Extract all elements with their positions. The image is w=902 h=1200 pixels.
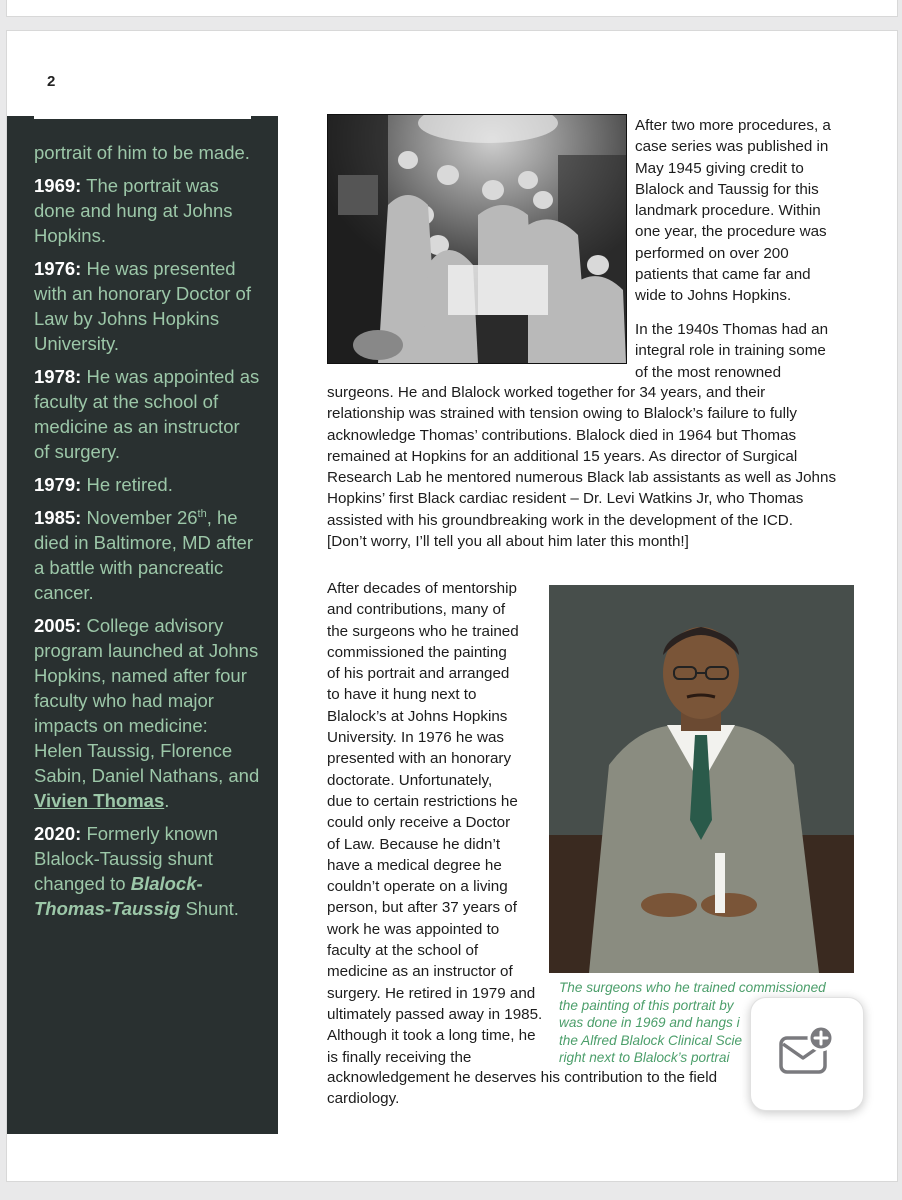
sidebar-divider — [34, 116, 251, 119]
timeline-year: 1985: — [34, 507, 82, 528]
timeline-year: 2020: — [34, 823, 82, 844]
timeline-entry: 1969: The portrait was done and hung at Johns Hopkins. — [34, 175, 233, 246]
mail-add-icon — [777, 1024, 837, 1084]
paragraph-portrait-end: acknowledgement he deserves his contribution to the field cardiology. — [327, 1069, 718, 1108]
timeline-entry: 2005: College advisory program launched at Johns Hopkins, named after four faculty who had major impacts on medicine: Helen Taussig, Florence Sabin, Daniel Nathans, and Vivien Thomas. — [34, 615, 260, 811]
add-to-mail-button[interactable] — [750, 997, 864, 1111]
paragraph-portrait: After decades of mentorship and contributions, many of the surgeons who he trained commissioned the painting of his portrait and arranged to have it hung next to Blalock’s at Johns Hopkins University. In 1976 he was presented with an honorary doctorate. Unfortunately, due to certain restrictions he could only receive a Doctor of Law. Because he didn’t have a medical degree he couldn’t operate on a living person, but after 37 years of work he was appointed to faculty at the school of medicine as an instructor of surgery. He retired in 1979 and ultimately passed away in 1985. Although it took a long time, he is finally receiving the — [327, 580, 543, 1066]
timeline-entry: 2020: Formerly known Blalock-Taussig shunt changed to Blalock-Thomas-Taussig Shunt. — [34, 823, 239, 919]
timeline-sidebar — [7, 116, 278, 1134]
timeline-entry: 1976: He was presented with an honorary Doctor of Law by Johns Hopkins University. — [34, 258, 251, 354]
paragraph-training: surgeons. He and Blalock worked together for 34 years, and their relationship was strained with tension owing to Blalock’s failure to fully acknowledge Thomas’ contributions. Blalock died in 1964 but Thomas remained at Hopkins for an additional 15 years. As director of Surgical Research Lab he mentored numerous Black lab assistants as well as Johns Hopkins’ first Black cardiac resident – Dr. Levi Watkins Jr, who Thomas assisted with his groundbreaking work in the development of the ICD. [Don’t worry, I’ll tell you all about him later this month!] — [327, 384, 837, 551]
timeline-entry: 1979: He retired. — [34, 474, 173, 495]
timeline-year: 1969: — [34, 175, 82, 196]
timeline-year: 2005: — [34, 615, 82, 636]
timeline-entry: 1978: He was appointed as faculty at the school of medicine as an instructor of surgery. — [34, 366, 260, 462]
timeline-entry: 1985: November 26th, he died in Baltimore, MD after a battle with pancreatic cancer. — [34, 507, 254, 603]
timeline-year: 1976: — [34, 258, 82, 279]
timeline-year: 1978: — [34, 366, 82, 387]
timeline-text — [34, 140, 260, 929]
surgery-photo — [327, 114, 627, 364]
shunt-name: Blalock-Thomas-Taussig — [34, 873, 203, 919]
portrait-painting — [549, 585, 854, 973]
vivien-thomas-link[interactable]: Vivien Thomas — [34, 790, 165, 811]
paragraph-training-start: In the 1940s Thomas had an integral role in training some of the most renowned — [635, 321, 829, 381]
page-number: 2 — [47, 73, 56, 90]
previous-page-edge — [6, 0, 898, 17]
timeline-year: 1979: — [34, 474, 82, 495]
portrait-caption: The surgeons who he trained commissioned the painting of this portrait by was done in 1969 and hangs i the Alfred Blalock Clinical Scie right next to Blalock’s portrai — [559, 980, 826, 1065]
timeline-intro: portrait of him to be made. — [34, 142, 250, 163]
paragraph-case-series: After two more procedures, a case series was published in May 1945 giving credit to Blalock and Taussig for this landmark procedure. Within one year, the procedure was performed on over 200 patients that came far and wide to Johns Hopkins. — [635, 117, 831, 305]
